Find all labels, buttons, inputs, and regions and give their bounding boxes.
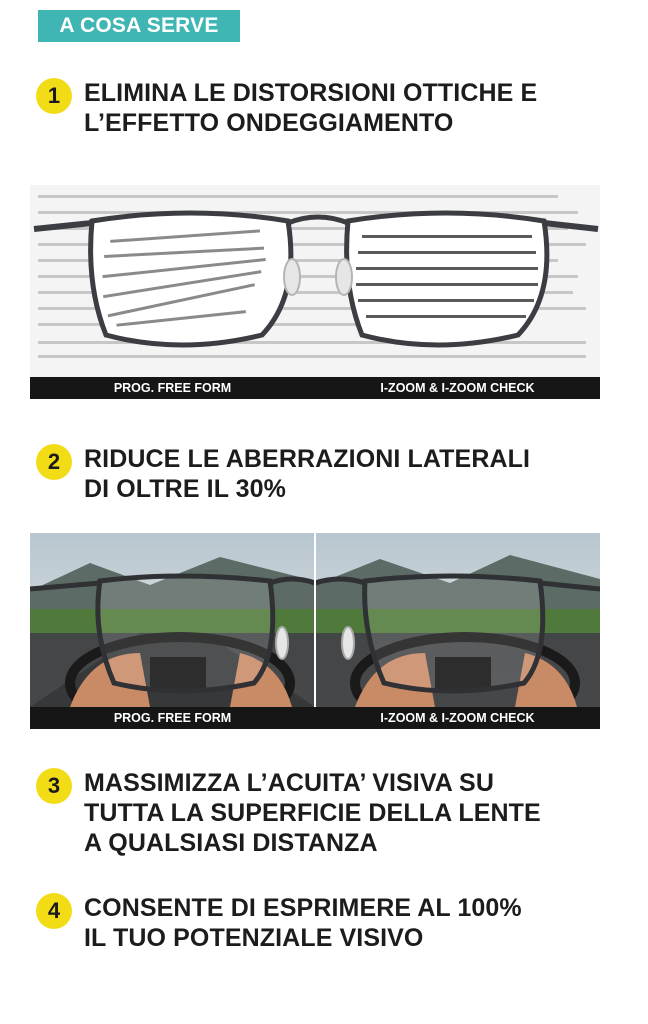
feature-2-title	[84, 444, 530, 504]
caption-bar-reading	[30, 377, 600, 399]
feature-2-line-1: RIDUCE LE ABERRAZIONI LATERALI	[84, 445, 531, 473]
feature-3-line-2: TUTTA LA SUPERFICIE DELLA LENTE	[84, 799, 541, 827]
number-badge-1: 1	[36, 78, 72, 114]
number-badge-2: 2	[36, 444, 72, 480]
feature-4-title	[84, 893, 522, 953]
feature-2-line-2: DI OLTRE IL 30%	[84, 475, 287, 503]
section-header: A COSA SERVE	[38, 10, 240, 42]
number-badge-4: 4	[36, 893, 72, 929]
feature-4-line-1: CONSENTE DI ESPRIMERE AL 100%	[84, 894, 522, 922]
feature-3-line-3: A QUALSIASI DISTANZA	[84, 829, 378, 857]
feature-1-title	[84, 78, 537, 138]
caption-i-zoom: I-ZOOM & I-ZOOM CHECK	[380, 381, 535, 395]
feature-1-line-2: L’EFFETTO ONDEGGIAMENTO	[84, 109, 454, 137]
comparison-image-driving	[30, 533, 600, 729]
feature-3-line-1: MASSIMIZZA L’ACUITA’ VISIVA SU	[84, 769, 494, 797]
feature-3-title	[84, 768, 541, 858]
glasses-reading-illustration	[30, 185, 600, 377]
caption-prog-free-form: PROG. FREE FORM	[113, 381, 232, 395]
comparison-image-reading	[30, 185, 600, 399]
caption-i-zoom: I-ZOOM & I-ZOOM CHECK	[380, 711, 535, 725]
glasses-driving-illustration	[30, 533, 600, 707]
number-badge-3: 3	[36, 768, 72, 804]
caption-prog-free-form: PROG. FREE FORM	[113, 711, 232, 725]
caption-bar-driving	[30, 707, 600, 729]
feature-1-line-1: ELIMINA LE DISTORSIONI OTTICHE E	[84, 79, 538, 107]
feature-4-line-2: IL TUO POTENZIALE VISIVO	[84, 924, 424, 952]
